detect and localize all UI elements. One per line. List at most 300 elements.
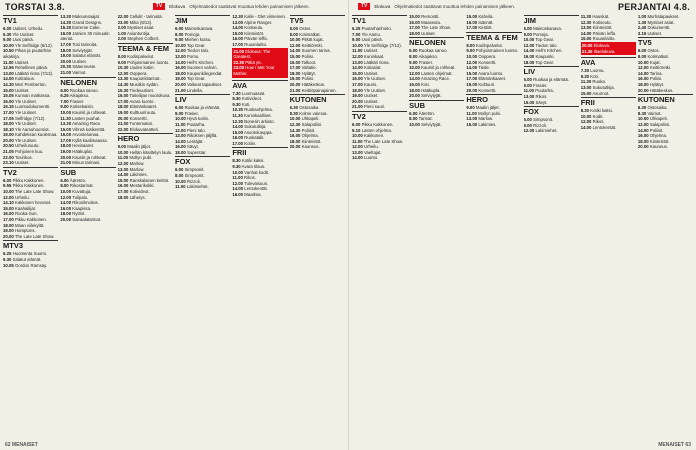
- program-time: 20.00: [60, 217, 72, 222]
- program-title: Puutarha.: [535, 88, 554, 94]
- program-item: [524, 128, 579, 134]
- program-time: 21.00: [233, 48, 245, 54]
- program-time: 14.00: [174, 138, 186, 144]
- program-title: Päivän leffa.: [592, 30, 617, 36]
- program-time: 8.00: [466, 42, 475, 48]
- program-time: 19.00: [352, 93, 363, 99]
- program-title: Jamien 30 minuutin ateriat.: [60, 30, 110, 42]
- program-title: Sairaalatarinat.: [72, 217, 102, 222]
- channel-block: [118, 14, 173, 42]
- program-time: 17.00: [466, 25, 478, 31]
- program-time: 20.50: [3, 143, 14, 149]
- program-title: Ruokaa ja elämää.: [533, 77, 569, 83]
- program-item: [466, 122, 521, 128]
- program-item: [409, 122, 464, 128]
- program-title: Kotisekaisin.: [69, 104, 95, 110]
- program-time: 10.00: [523, 37, 535, 43]
- program-title: Maalin jäljet.: [127, 144, 152, 150]
- program-title: Huomenta Suomi.: [12, 251, 47, 257]
- tv-tag: TV: [153, 3, 165, 10]
- program-time: 6.00: [3, 26, 12, 31]
- program-title: Kotimatkat.: [299, 31, 321, 37]
- program-time: 15.00: [580, 36, 592, 42]
- program-time: 18.00: [174, 149, 186, 155]
- channel-name: JIM: [175, 15, 230, 26]
- program-title: Rizzoli.: [186, 178, 201, 184]
- program-time: 21.00: [60, 69, 72, 75]
- program-title: Ääretön.: [418, 110, 435, 116]
- program-title: Ruokaa sanoo.: [418, 48, 448, 54]
- program-title: Hylätyt.: [649, 81, 665, 87]
- program-time: 11.00: [174, 121, 186, 127]
- program-time: 8.00: [174, 173, 184, 179]
- program-time: 1.00: [117, 30, 127, 36]
- channel-name: TEEMA & FEM: [118, 43, 173, 54]
- program-item: [3, 160, 58, 166]
- program-item: [409, 31, 464, 37]
- program-time: 18.00: [3, 121, 14, 127]
- program-time: 15.00: [466, 121, 478, 127]
- header-legend: [153, 3, 310, 10]
- program-time: 17.00: [3, 217, 14, 222]
- program-title: Lindella.: [186, 87, 203, 93]
- program-title: Uutiset, Urheilu.: [12, 26, 44, 31]
- program-time: 8.30: [637, 110, 647, 116]
- channel-name: LIV: [524, 66, 579, 77]
- program-title: Rytmit.: [72, 211, 86, 217]
- program-title: Kaupunkitarinat.: [129, 76, 161, 82]
- program-time: 6.00: [523, 77, 532, 83]
- program-time: 9.30: [3, 256, 12, 262]
- program-time: 12.00: [409, 70, 420, 76]
- program-time: 17.00: [117, 189, 129, 195]
- program-time: 22.30: [233, 59, 245, 65]
- program-title: Frasier.: [69, 98, 85, 104]
- program-title: Rikostarinat.: [69, 183, 94, 189]
- program-time: 14.30: [289, 127, 301, 133]
- program-time: 13.00: [117, 166, 129, 172]
- program-title: Maan viilekylät.: [14, 222, 45, 228]
- program-time: 6.25: [3, 251, 12, 257]
- program-title: Keittiöt.: [478, 25, 493, 31]
- program-title: Stephen Colbert.: [127, 36, 160, 42]
- program-time: 11.00: [232, 175, 243, 181]
- program-time: 16.00: [60, 132, 72, 138]
- program-time: 14.00: [637, 70, 649, 76]
- program-title: Elokuva.: [593, 42, 611, 48]
- program-time: 8.00: [60, 183, 69, 189]
- program-item: [466, 88, 521, 94]
- program-time: 11.00: [466, 110, 477, 116]
- program-item: [3, 48, 58, 59]
- channel-block: [581, 14, 636, 42]
- program-title: Kotimatkat.: [647, 53, 669, 59]
- program-title: Pitkät kujat.: [301, 37, 324, 43]
- program-time: 12.30: [580, 19, 592, 25]
- program-time: 7.00: [352, 31, 361, 37]
- program-time: 10.00: [232, 169, 244, 175]
- program-time: 8.00: [289, 31, 299, 37]
- program-time: 6.30: [3, 31, 12, 37]
- program-title: Isännät.: [478, 19, 494, 25]
- program-time: 20.00: [60, 154, 72, 160]
- program-title: Grand Designs.: [72, 19, 103, 25]
- program-time: 17.00: [60, 41, 72, 47]
- program-title: Kolme vaimoa.: [299, 110, 328, 116]
- program-title: Frasier.: [533, 82, 548, 88]
- program-title: Hyvä kotiin.: [186, 116, 210, 122]
- tv-tag: TV: [358, 3, 370, 10]
- channel-name: FOX: [175, 156, 230, 167]
- program-title: Kotiki kaksi.: [590, 108, 613, 114]
- program-time: 14.00: [174, 59, 186, 65]
- program-time: 9.00: [3, 37, 12, 43]
- program-title: Sävyt.: [186, 144, 199, 150]
- program-title: Tulipalo.: [72, 194, 89, 200]
- program-title: Pohjoinen kuu.: [14, 149, 44, 155]
- program-time: 15.00: [352, 70, 363, 76]
- program-item: [175, 88, 230, 94]
- channel-name: FRII: [232, 147, 287, 158]
- program-time: 20.00: [289, 144, 301, 150]
- program-title: Remontti.: [421, 14, 440, 19]
- channel-block: [466, 32, 521, 93]
- channel-name: TV1: [352, 15, 407, 26]
- program-title: Kauris.: [363, 81, 378, 87]
- program-title: Valtatie.: [301, 65, 317, 71]
- channel-block: [60, 77, 115, 166]
- program-title: Vaimot.: [647, 110, 662, 116]
- program-title: Avara luonto.: [129, 98, 155, 104]
- program-time: 14.00: [466, 65, 478, 71]
- channel-name: KUTONEN: [638, 94, 693, 105]
- program-time: 14.10: [3, 200, 14, 206]
- program-title: Lakimies.: [478, 121, 497, 127]
- program-title: Selviytyjät.: [72, 47, 93, 53]
- program-item: [409, 93, 464, 99]
- program-title: Uhkapeli.: [301, 116, 320, 122]
- program-title: Kodinpalvelut.: [127, 53, 155, 59]
- program-time: 16.00: [60, 30, 72, 36]
- program-title: Salatut elämät.: [12, 256, 42, 262]
- program-time: 6.00: [289, 26, 299, 31]
- channel-name: NELONEN: [60, 77, 115, 88]
- program-title: Kahdeksan kuolemaa.: [14, 132, 58, 138]
- program-title: Miehen kutsu.: [184, 37, 212, 43]
- program-time: 12.00: [174, 127, 186, 133]
- program-time: 21.00: [352, 104, 363, 110]
- program-title: Kaahailijat.: [14, 205, 36, 211]
- program-time: 8.00: [174, 31, 184, 37]
- program-time: 16.00: [60, 205, 72, 211]
- program-title: Yle Selfridge (6/12).: [14, 42, 53, 48]
- program-time: 16.00: [3, 211, 14, 217]
- program-title: Koti.: [241, 101, 251, 107]
- program-title: Marlow.: [129, 161, 145, 167]
- program-title: Pohjoismainen luonto.: [475, 48, 519, 54]
- program-time: 18.00: [409, 30, 420, 36]
- channel-name: TV1: [3, 15, 58, 26]
- program-time: 21.00: [174, 87, 186, 93]
- program-title: Uutiset.: [363, 70, 379, 76]
- program-title: Minun tarinani.: [72, 160, 101, 166]
- program-title: Kotiki kaksi.: [241, 158, 265, 164]
- program-title: Kyllä kaalimaassa.: [72, 137, 108, 143]
- program-time: 10.00: [352, 42, 363, 48]
- program-title: Konsertti.: [478, 59, 497, 65]
- program-title: Musiikin sydän.: [129, 81, 159, 87]
- program-time: 10.00: [60, 109, 72, 115]
- program-time: 14.00: [580, 124, 592, 130]
- channel-block: [175, 94, 230, 155]
- program-time: 8.00: [117, 53, 127, 59]
- program-time: 13.30: [60, 14, 72, 19]
- program-time: 11.30: [60, 115, 71, 121]
- program-title: Salatut elämät.: [72, 53, 101, 59]
- program-title: Pieni suuri.: [363, 104, 386, 110]
- channel-block: [409, 14, 464, 36]
- program-time: 21.00: [289, 87, 301, 93]
- program-title: Koti.: [421, 81, 430, 87]
- program-title: Amazing Race.: [420, 76, 451, 82]
- program-title: Hevisaaret.: [72, 143, 95, 149]
- program-time: 10.00: [409, 65, 420, 71]
- program-title: Pitkä yö.: [245, 59, 262, 65]
- program-time: 20.00: [637, 87, 649, 93]
- program-title: Ruokaa ja elämää.: [184, 105, 221, 111]
- section-label: Elokuva: [169, 4, 186, 9]
- program-item: [60, 217, 115, 223]
- program-item: [638, 31, 693, 37]
- program-title: Ostos.: [647, 48, 660, 54]
- program-time: 16.00: [637, 76, 649, 82]
- channel-block: [638, 14, 693, 36]
- program-title: Frasier.: [184, 110, 199, 116]
- program-item: [638, 144, 693, 150]
- program-time: 16.00: [174, 144, 186, 150]
- program-title: Pieni talo.: [186, 127, 206, 133]
- program-title: Pikku Kakkonen.: [12, 177, 45, 183]
- program-time: 20.00: [466, 87, 478, 93]
- program-title: Salapoliisi.: [301, 121, 323, 127]
- program-title: Yle Uutiset.: [14, 109, 37, 115]
- program-time: 16.00: [637, 133, 649, 139]
- program-time: 22.00: [117, 14, 129, 19]
- program-item: [60, 70, 115, 76]
- program-title: Ruuanlaitto.: [244, 41, 268, 47]
- program-title: Luontodokumentti.: [14, 104, 51, 110]
- program-time: 10.00: [409, 121, 420, 127]
- program-title: Lentäjät.: [186, 138, 204, 144]
- program-title: Kotivideot.: [129, 189, 150, 195]
- program-item: [175, 150, 230, 156]
- program-time: 15.30: [60, 25, 72, 31]
- program-time: 9.00: [117, 59, 127, 65]
- program-time: 14.00: [352, 65, 363, 71]
- program-item: [233, 49, 286, 60]
- program-title: Maalin jäljet.: [475, 105, 500, 111]
- program-time: 19.00: [60, 149, 72, 155]
- program-title: Uusi päivä.: [12, 37, 34, 43]
- program-time: 18.00: [352, 87, 363, 93]
- program-time: 20.00: [117, 115, 129, 121]
- program-time: 9.00: [466, 48, 475, 54]
- header-description: Ohjelmatiedot saattavat muuttua lehden painamisen jälkeen.: [394, 4, 515, 9]
- program-time: 15.00: [117, 177, 129, 183]
- channel-block: [60, 167, 115, 223]
- program-title: Simpsonit.: [184, 173, 205, 179]
- program-time: 18.00: [60, 143, 72, 149]
- program-time: 15.00: [232, 129, 244, 135]
- channel-block: [290, 15, 345, 93]
- program-title: Lakimiehet.: [535, 128, 558, 134]
- program-time: 14.00: [523, 48, 535, 54]
- program-title: Sävyt.: [535, 99, 548, 105]
- program-time: 10.00: [352, 133, 363, 139]
- program-time: 10.00: [117, 149, 129, 155]
- program-time: 15.00: [3, 205, 14, 211]
- program-title: Top Gear.: [535, 37, 555, 43]
- schedule-column: [232, 14, 287, 438]
- program-title: Vaimot.: [72, 69, 87, 75]
- program-time: 14.00: [232, 25, 244, 31]
- program-title: Kotiseutu.: [592, 19, 612, 25]
- program-time: 9.30: [580, 73, 590, 79]
- program-title: Uutiset.: [72, 58, 87, 64]
- schedule-columns: [3, 14, 345, 438]
- program-time: 6.00: [174, 105, 184, 111]
- program-title: Ostos.: [299, 26, 312, 31]
- schedule-column: [638, 14, 693, 438]
- program-time: 10.00: [466, 53, 478, 59]
- program-time: 18.00: [409, 87, 420, 93]
- program-title: Superstar.: [186, 149, 207, 155]
- program-time: 16.00: [117, 93, 129, 99]
- program-time: 14.30: [3, 81, 14, 87]
- channel-block: [175, 15, 230, 93]
- program-time: 6.25: [352, 26, 361, 31]
- program-time: 12.00: [117, 161, 129, 167]
- program-time: 20.00: [637, 144, 649, 150]
- program-time: 23.00: [233, 65, 245, 71]
- program-title: Poliisi.: [649, 76, 663, 82]
- program-title: Kaupunkilegendat.: [186, 70, 223, 76]
- program-time: 9.00: [174, 110, 184, 116]
- channel-block: [524, 15, 579, 65]
- program-time: 6.00: [409, 110, 418, 116]
- program-title: Avara tilaus.: [241, 164, 266, 170]
- program-time: 12.30: [289, 121, 301, 127]
- program-title: Lentokentät.: [244, 186, 268, 192]
- program-time: 18.00: [289, 138, 301, 144]
- channel-block: [3, 240, 58, 268]
- program-title: The Late Late Show.: [14, 189, 55, 195]
- program-title: Selfridge (7/12).: [14, 115, 46, 121]
- program-time: 23.10: [3, 160, 14, 166]
- program-title: Asiantuntija.: [127, 30, 151, 36]
- program-time: 17.00: [60, 137, 72, 143]
- program-time: 12.00: [60, 194, 72, 200]
- program-title: Hääkuplat.: [72, 149, 93, 155]
- program-time: 15.05: [3, 93, 14, 99]
- program-time: 7.30: [580, 68, 590, 74]
- program-time: 12.55: [3, 65, 14, 71]
- program-title: Elokuvateatteri.: [129, 126, 160, 132]
- program-time: 15.00: [466, 70, 478, 76]
- program-time: 18.00: [117, 104, 129, 110]
- program-title: Murhatapaukset.: [647, 14, 680, 19]
- program-title: Hamptons.: [14, 228, 36, 234]
- program-time: 9.00: [174, 37, 184, 43]
- program-title: Uuden kotiin.: [129, 65, 155, 71]
- program-time: 1.30: [637, 19, 647, 25]
- program-title: Hätäkeskus.: [649, 87, 674, 93]
- program-title: Yle Aamu.: [361, 31, 382, 37]
- program-title: Ruokatalk.: [244, 135, 265, 141]
- program-title: Kiinteistöt.: [592, 25, 613, 31]
- schedule-columns: [352, 14, 693, 438]
- program-title: Yle Uutiset.: [14, 98, 37, 104]
- program-time: 20.30: [60, 64, 72, 70]
- program-time: 10.30: [232, 107, 244, 113]
- program-title: Hell's Kitchen.: [535, 48, 563, 54]
- program-title: Rehellinen päivä.: [14, 65, 48, 71]
- program-title: Kaupunki.: [535, 53, 555, 59]
- program-title: Kotiasiat.: [363, 65, 382, 71]
- program-title: Cellulit - tarinoita.: [129, 14, 163, 19]
- program-time: 13.30: [117, 76, 129, 82]
- program-title: Uutiset.: [14, 160, 30, 166]
- program-title: Kauneus.: [301, 144, 320, 150]
- program-title: The Late Late Show.: [363, 138, 404, 144]
- program-title: Lakimies.: [129, 172, 148, 178]
- page-footer: MENAISET 63: [658, 442, 691, 448]
- program-title: Rikos.: [244, 175, 256, 181]
- program-title: Yle Selfridge (7/12).: [363, 42, 402, 48]
- program-time: 17.00: [232, 41, 244, 47]
- channel-name: HERO: [118, 133, 173, 144]
- program-item: [524, 100, 579, 106]
- channel-block: [352, 15, 407, 110]
- program-title: Vaikeat tapaukset.: [186, 81, 222, 87]
- program-time: 12.00: [174, 48, 186, 54]
- program-title: Rikoksen jäljillä.: [186, 133, 218, 139]
- program-time: 18.00: [117, 194, 129, 200]
- program-title: Dokumentti.: [647, 25, 671, 31]
- program-title: Kujat.: [649, 59, 661, 65]
- program-time: 6.30: [289, 105, 299, 111]
- program-time: 10.00: [637, 116, 649, 122]
- program-item: [290, 144, 345, 150]
- program-title: Simpsonit.: [184, 167, 205, 173]
- program-time: 17.00: [466, 76, 478, 82]
- program-time: 6.00: [523, 26, 532, 31]
- program-time: 11.00: [523, 88, 535, 94]
- program-title: Top Gear.: [186, 42, 206, 48]
- channel-block: [524, 66, 579, 105]
- program-time: 6.00: [523, 117, 532, 123]
- program-time: 15.30: [117, 87, 129, 93]
- program-title: Pikku Kakkonen.: [361, 121, 394, 127]
- channel-name: KUTONEN: [290, 94, 345, 105]
- channel-name: HERO: [466, 94, 521, 105]
- program-time: 18.00: [60, 211, 72, 217]
- program-time: 21.05: [3, 149, 14, 155]
- program-time: 18.10: [3, 126, 14, 132]
- program-time: 17.00: [3, 109, 14, 115]
- program-title: Ruuanlaitto.: [592, 36, 616, 42]
- program-time: 11.00: [174, 184, 186, 190]
